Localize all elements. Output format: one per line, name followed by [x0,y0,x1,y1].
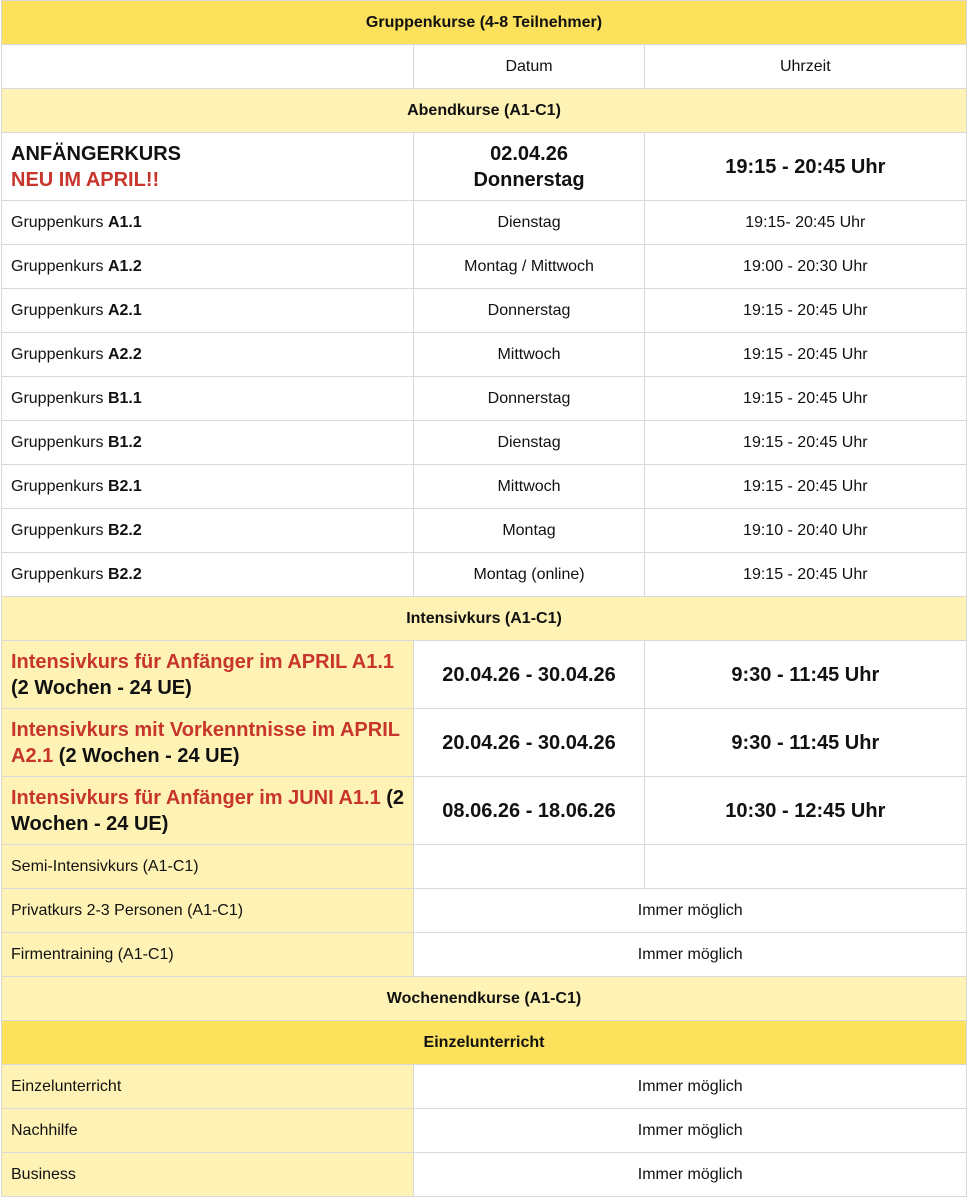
table-row [2,333,967,377]
course-name [2,465,414,509]
course-prefix: Gruppenkurs [11,257,108,275]
course-time: 19:00 - 20:30 Uhr [644,245,966,289]
course-level: B2.1 [107,477,142,495]
lesson-type-label: Business [2,1153,414,1197]
table-title: Gruppenkurse (4-8 Teilnehmer) [2,1,967,45]
table-row [2,1065,967,1109]
table-row [2,245,967,289]
private-course-label: Privatkurs 2-3 Personen (A1-C1) [2,889,414,933]
table-row [2,1153,967,1197]
course-level: A2.2 [107,345,142,363]
course-day: Donnerstag [414,289,644,333]
lesson-type-label: Nachhilfe [2,1109,414,1153]
course-time: 19:10 - 20:40 Uhr [644,509,966,553]
course-day: Donnerstag [414,377,644,421]
featured-course-title: ANFÄNGERKURS [11,142,181,165]
course-level: B1.2 [107,433,142,451]
featured-course-name [2,133,414,201]
empty-cell [644,845,966,889]
featured-day: Donnerstag [473,168,585,191]
featured-date: 02.04.26 [490,142,568,165]
course-day: Mittwoch [414,333,644,377]
course-schedule-table [1,0,967,1197]
featured-course-date [414,133,644,201]
course-name [2,289,414,333]
intensive-course-title: Intensivkurs mit Vorkenntnisse im APRIL A2.1 [11,718,400,767]
course-time: 19:15 - 20:45 Uhr [644,333,966,377]
intensive-course-duration: (2 Wochen - 24 UE) [11,676,192,699]
table-row [2,509,967,553]
intensive-course-row [2,777,967,845]
featured-course-time: 19:15 - 20:45 Uhr [644,133,966,201]
intensive-course-duration: (2 Wochen - 24 UE) [53,744,240,767]
course-level: B2.2 [107,565,142,583]
table-row [2,933,967,977]
availability-text: Immer möglich [414,933,967,977]
availability-text: Immer möglich [414,1109,967,1153]
intensive-course-dates: 20.04.26 - 30.04.26 [414,709,644,777]
intensive-course-title: Intensivkurs für Anfänger im APRIL A1.1 [11,650,395,673]
course-prefix: Gruppenkurs [11,477,108,495]
section-heading-abendkurse: Abendkurse (A1-C1) [2,89,967,133]
table-row [2,289,967,333]
course-time: 19:15 - 20:45 Uhr [644,377,966,421]
course-level: A2.1 [107,301,142,319]
table-row [2,845,967,889]
intensive-course-title: Intensivkurs für Anfänger im JUNI A1.1 [11,786,381,809]
intensive-course-row [2,641,967,709]
intensive-course-name [2,709,414,777]
course-day: Mittwoch [414,465,644,509]
intensive-course-time: 9:30 - 11:45 Uhr [644,709,966,777]
empty-cell [414,845,644,889]
column-header-date: Datum [414,45,644,89]
course-time: 19:15 - 20:45 Uhr [644,421,966,465]
course-level: A1.2 [107,257,142,275]
course-name [2,333,414,377]
lesson-type-label: Einzelunterricht [2,1065,414,1109]
intensive-course-time: 9:30 - 11:45 Uhr [644,641,966,709]
table-row [2,465,967,509]
section-heading-intensivkurs: Intensivkurs (A1-C1) [2,597,967,641]
table-row [2,1109,967,1153]
course-time: 19:15 - 20:45 Uhr [644,289,966,333]
course-name [2,509,414,553]
course-name [2,421,414,465]
course-time: 19:15 - 20:45 Uhr [644,465,966,509]
table-row [2,377,967,421]
course-level: B1.1 [107,389,142,407]
course-prefix: Gruppenkurs [11,389,108,407]
course-day: Montag / Mittwoch [414,245,644,289]
course-prefix: Gruppenkurs [11,213,108,231]
intensive-course-duration: (2 Wochen - 24 UE) [11,786,405,835]
semi-intensive-label: Semi-Intensivkurs (A1-C1) [2,845,414,889]
table-row [2,553,967,597]
course-level: B2.2 [107,521,142,539]
corporate-training-label: Firmentraining (A1-C1) [2,933,414,977]
course-name [2,377,414,421]
course-day: Montag [414,509,644,553]
header-empty-cell [2,45,414,89]
intensive-course-dates: 20.04.26 - 30.04.26 [414,641,644,709]
course-name [2,245,414,289]
course-time: 19:15- 20:45 Uhr [644,201,966,245]
column-header-time: Uhrzeit [644,45,966,89]
section-heading-wochenendkurse: Wochenendkurse (A1-C1) [2,977,967,1021]
availability-text: Immer möglich [414,889,967,933]
course-prefix: Gruppenkurs [11,345,108,363]
course-time: 19:15 - 20:45 Uhr [644,553,966,597]
course-prefix: Gruppenkurs [11,301,108,319]
featured-course-row [2,133,967,201]
intensive-course-row [2,709,967,777]
course-name [2,201,414,245]
section-heading-einzelunterricht: Einzelunterricht [2,1021,967,1065]
table-row [2,201,967,245]
course-day: Dienstag [414,201,644,245]
course-prefix: Gruppenkurs [11,433,108,451]
featured-course-note: NEU IM APRIL!! [11,168,160,191]
availability-text: Immer möglich [414,1065,967,1109]
intensive-course-dates: 08.06.26 - 18.06.26 [414,777,644,845]
availability-text: Immer möglich [414,1153,967,1197]
course-level: A1.1 [107,213,142,231]
course-day: Montag (online) [414,553,644,597]
course-day: Dienstag [414,421,644,465]
course-prefix: Gruppenkurs [11,521,108,539]
course-name [2,553,414,597]
intensive-course-name [2,641,414,709]
table-row [2,889,967,933]
table-row [2,421,967,465]
course-prefix: Gruppenkurs [11,565,108,583]
intensive-course-name [2,777,414,845]
intensive-course-time: 10:30 - 12:45 Uhr [644,777,966,845]
